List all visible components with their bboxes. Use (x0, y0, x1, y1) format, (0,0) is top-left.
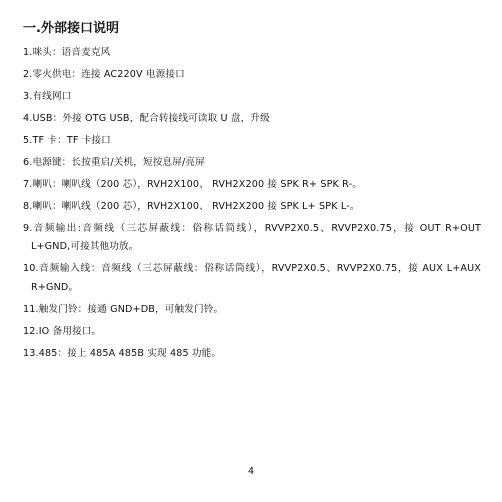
page-number: 4 (247, 466, 255, 477)
list-item: 1.咪头：语音麦克风 (23, 47, 111, 58)
list-item: 11.触发门铃：接通 GND+DB，可触发门铃。 (23, 303, 224, 315)
interface-list (23, 44, 481, 367)
section-title: 一.外部接口说明 (23, 21, 119, 36)
list-item: 7.喇叭：喇叭线（200 芯），RVH2X100、 RVH2X200 接 SPK R+ SPK R-。 (23, 179, 362, 190)
list-item: 4.USB：外接 OTG USB，配合转接线可读取 U 盘，升级 (23, 113, 270, 124)
list-item: 5.TF 卡：TF 卡接口 (23, 135, 111, 146)
list-item: 13.485：接上 485A 485B 实现 485 功能。 (23, 347, 222, 359)
list-item: 9.音频输出:音频线（三芯屏蔽线：俗称话筒线），RVVP2X0.5、RVVP2X0.75，接 OUT R+OUT L+GND,可接其他功放。 (23, 223, 481, 253)
list-item: 10.音频输入线：音频线（三芯屏蔽线：俗称话筒线），RVVP2X0.5、RVVP2X0.75，接 AUX L+AUX R+GND。 (23, 263, 481, 293)
list-item: 8.喇叭：喇叭线（200 芯），RVH2X100、 RVH2X200 接 SPK L+ SPK L-。 (23, 201, 360, 212)
list-item: 2.零火供电：连接 AC220V 电源接口 (23, 69, 185, 80)
list-item: 3.有线网口 (23, 91, 72, 102)
list-item: 6.电源键：长按重启/关机，短按息屏/亮屏 (23, 157, 205, 168)
list-item: 12.IO 备用接口。 (23, 325, 102, 337)
